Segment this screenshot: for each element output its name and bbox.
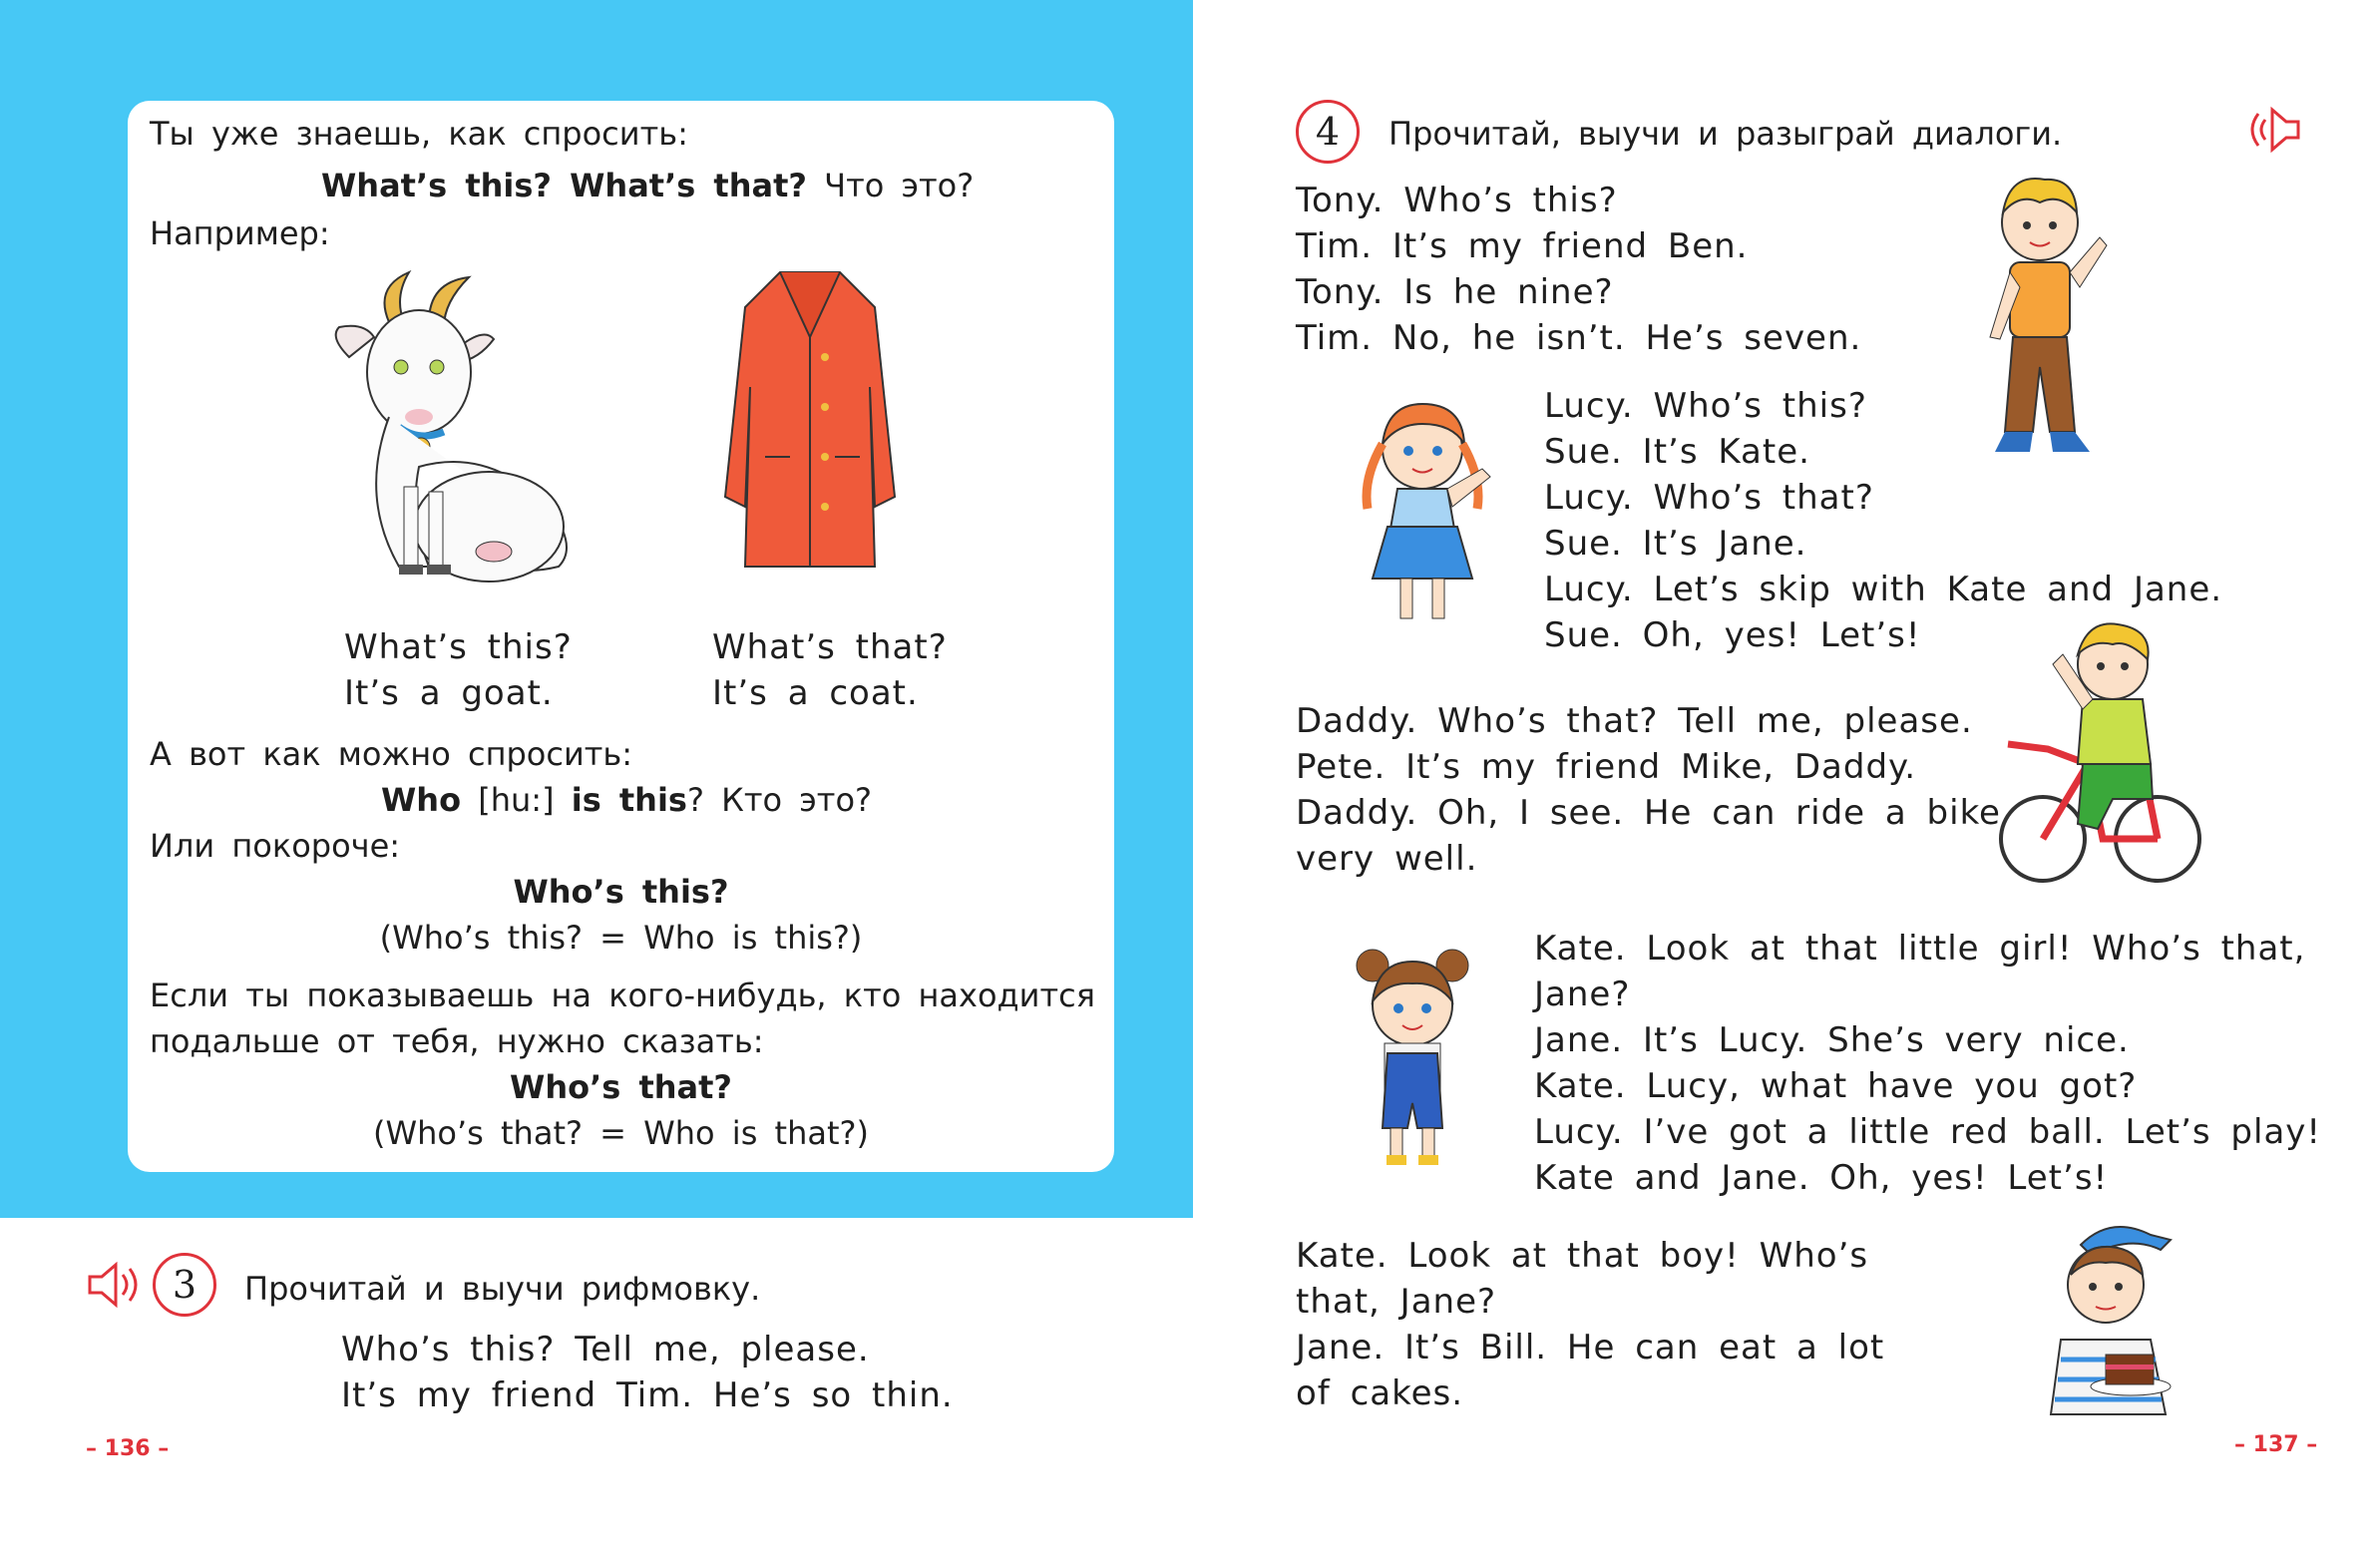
pointing-line-2: подальше от тебя, нужно сказать: [150,1022,764,1060]
ask-intro: А вот как можно спросить: [150,735,633,773]
boy-waving-illustration [1965,168,2135,467]
is-this-bold: is this [571,781,687,819]
dialogue-2-line: Sue. It’s Jane. [1544,524,1807,564]
who-is-this-line [381,778,872,822]
dialogue-4-line: Kate. Look at that little girl! Who’s that, [1534,929,2306,969]
speaker-icon[interactable] [2240,104,2302,156]
who-transcription: [hu:] [478,781,555,819]
coat-answer: It’s a coat. [712,673,919,713]
dialogue-4-line: Lucy. I’ve got a little red ball. Let’s play! [1534,1112,2322,1152]
coat-question: What’s that? [712,627,948,667]
dialogue-4-line: Kate and Jane. Oh, yes! Let’s! [1534,1158,2109,1198]
dialogue-3-line: Daddy. Oh, I see. He can ride a bike [1296,793,2001,833]
page-number-137: – 137 – [2234,1432,2318,1457]
question-bold: What’s this? What’s that? [321,167,807,204]
intro-text: Ты уже знаешь, как спросить: [150,115,688,153]
boy-with-cake-illustration [2031,1215,2190,1414]
dialogue-4-line: Jane. It’s Lucy. She’s very nice. [1534,1020,2130,1060]
dialogue-1-line: Tim. No, he isn’t. He’s seven. [1296,318,1862,358]
exercise-4-instruction: Прочитай, выучи и разыграй диалоги. [1388,115,2063,153]
goat-illustration [319,267,608,586]
whos-that-full: (Who’s that? = Who is that?) [373,1114,869,1152]
whos-that-heading: Who’s that? [510,1068,732,1106]
example-label: Например: [150,214,330,252]
exercise-3-number: 3 [153,1253,216,1317]
rhyme-line-2: It’s my friend Tim. He’s so thin. [341,1375,954,1415]
goat-question: What’s this? [344,627,573,667]
dialogue-5-line: Jane. It’s Bill. He can eat a lot [1296,1328,1885,1367]
dialogue-5-line: that, Jane? [1296,1282,1497,1322]
dialogue-1-line: Tim. It’s my friend Ben. [1296,226,1749,266]
dialogue-5-line: of cakes. [1296,1373,1464,1413]
question-ru: Что это? [824,167,975,204]
goat-answer: It’s a goat. [344,673,554,713]
question-line [321,164,974,207]
dialogue-2-line: Lucy. Who’s that? [1544,478,1874,518]
dialogue-3-line: very well. [1296,839,1478,879]
shorter-label: Или покороче: [150,827,401,865]
who-question-mark: ? [686,781,704,819]
dialogue-3-line: Pete. It’s my friend Mike, Daddy. [1296,747,1917,787]
dialogue-2-line: Lucy. Let’s skip with Kate and Jane. [1544,570,2223,609]
dialogue-2-line: Sue. Oh, yes! Let’s! [1544,615,1921,655]
dialogue-4-line: Kate. Lucy, what have you got? [1534,1066,2138,1106]
rhyme-line-1: Who’s this? Tell me, please. [341,1330,870,1369]
girl-jane-illustration [1343,944,1482,1183]
girl-lucy-illustration [1343,389,1512,648]
pointing-line-1: Если ты показываешь на кого-нибудь, кто находится [150,976,1095,1014]
dialogue-1-line: Tony. Is he nine? [1296,272,1614,312]
whos-this-full: (Who’s this? = Who is this?) [379,919,863,957]
boy-on-bike-illustration [1993,614,2212,904]
speaker-icon[interactable] [86,1259,144,1311]
page-number-136: – 136 – [86,1436,170,1461]
who-ru: Кто это? [721,781,872,819]
exercise-3-instruction: Прочитай и выучи рифмовку. [244,1270,761,1308]
dialogue-3-line: Daddy. Who’s that? Tell me, please. [1296,701,1973,741]
who-bold: Who [381,781,462,819]
coat-illustration [710,267,910,586]
dialogue-4-line: Jane? [1534,975,1631,1014]
exercise-4-number: 4 [1296,100,1360,164]
dialogue-2-line: Sue. It’s Kate. [1544,432,1810,472]
dialogue-2-line: Lucy. Who’s this? [1544,386,1867,426]
dialogue-1-line: Tony. Who’s this? [1296,181,1618,220]
dialogue-5-line: Kate. Look at that boy! Who’s [1296,1236,1869,1276]
whos-this-heading: Who’s this? [513,873,729,911]
